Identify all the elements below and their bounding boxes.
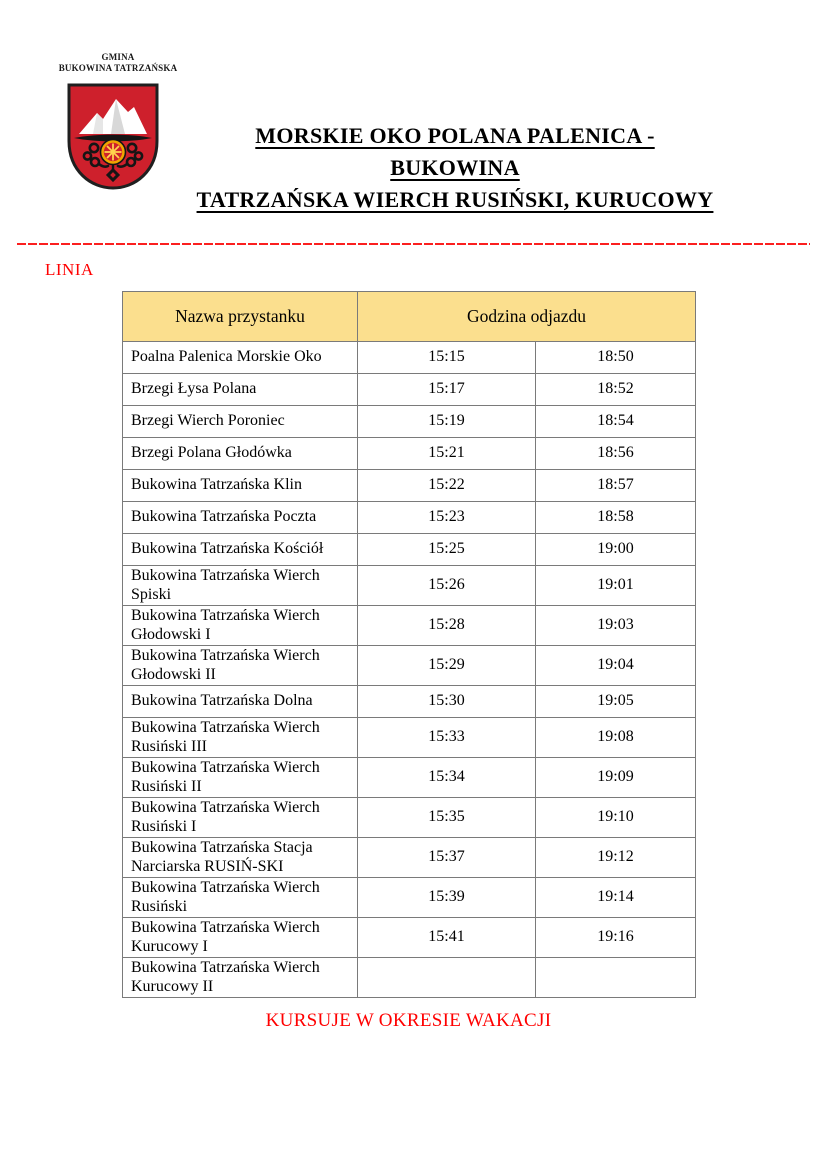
table-row	[123, 406, 696, 438]
departure-time-cell	[358, 958, 536, 998]
table-row	[123, 918, 696, 958]
departure-time-cell	[536, 958, 696, 998]
page-title-line2: TATRZAŃSKA WIERCH RUSIŃSKI, KURUCOWY	[196, 187, 714, 212]
departure-time-cell: 15:34	[358, 758, 536, 798]
stop-name-cell: Bukowina Tatrzańska Dolna	[123, 686, 358, 718]
stop-name-cell: Bukowina Tatrzańska Wierch Kurucowy II	[123, 958, 358, 998]
departure-time-cell: 15:26	[358, 566, 536, 606]
table-row	[123, 342, 696, 374]
departure-time-cell: 15:35	[358, 798, 536, 838]
departure-time-cell: 19:08	[536, 718, 696, 758]
table-row	[123, 470, 696, 502]
departure-time-cell: 18:58	[536, 502, 696, 534]
departure-time-cell: 19:05	[536, 686, 696, 718]
gmina-coat-of-arms-icon	[66, 82, 160, 192]
departure-time-cell: 15:29	[358, 646, 536, 686]
table-row	[123, 958, 696, 998]
stop-name-cell: Bukowina Tatrzańska Wierch Głodowski II	[123, 646, 358, 686]
stop-name-cell: Bukowina Tatrzańska Wierch Rusiński I	[123, 798, 358, 838]
table-row	[123, 798, 696, 838]
departure-time-cell: 15:25	[358, 534, 536, 566]
departure-time-cell: 19:09	[536, 758, 696, 798]
table-row	[123, 686, 696, 718]
table-row	[123, 838, 696, 878]
departure-time-cell: 15:15	[358, 342, 536, 374]
departure-time-cell: 19:01	[536, 566, 696, 606]
stop-name-cell: Brzegi Łysa Polana	[123, 374, 358, 406]
departure-time-cell: 15:17	[358, 374, 536, 406]
departure-time-cell: 15:22	[358, 470, 536, 502]
departure-time-cell: 18:54	[536, 406, 696, 438]
logo-caption-line1: GMINA	[101, 52, 135, 62]
departure-time-cell: 18:52	[536, 374, 696, 406]
stop-name-cell: Bukowina Tatrzańska Stacja Narciarska RUSIŃ-SKI	[123, 838, 358, 878]
table-row	[123, 502, 696, 534]
departure-time-cell: 15:23	[358, 502, 536, 534]
table-row	[123, 646, 696, 686]
stop-name-cell: Bukowina Tatrzańska Wierch Spiski	[123, 566, 358, 606]
header-departure-time: Godzina odjazdu	[358, 292, 696, 342]
departure-time-cell: 18:56	[536, 438, 696, 470]
departure-time-cell: 15:19	[358, 406, 536, 438]
departure-time-cell: 15:41	[358, 918, 536, 958]
table-header-row	[123, 292, 696, 342]
logo-caption	[33, 52, 203, 74]
departure-time-cell: 15:30	[358, 686, 536, 718]
departure-time-cell: 19:04	[536, 646, 696, 686]
stop-name-cell: Bukowina Tatrzańska Wierch Rusiński II	[123, 758, 358, 798]
table-row	[123, 606, 696, 646]
section-label-linia: LINIA	[45, 260, 94, 279]
table-row	[123, 758, 696, 798]
table-row	[123, 374, 696, 406]
departure-time-cell: 15:21	[358, 438, 536, 470]
table-row	[123, 718, 696, 758]
departure-time-cell: 19:10	[536, 798, 696, 838]
stop-name-cell: Bukowina Tatrzańska Wierch Głodowski I	[123, 606, 358, 646]
table-row	[123, 878, 696, 918]
stop-name-cell: Poalna Palenica Morskie Oko	[123, 342, 358, 374]
table-row	[123, 534, 696, 566]
departure-time-cell: 15:33	[358, 718, 536, 758]
stop-name-cell: Bukowina Tatrzańska Wierch Kurucowy I	[123, 918, 358, 958]
table-row	[123, 438, 696, 470]
departure-time-cell: 18:57	[536, 470, 696, 502]
departure-time-cell: 18:50	[536, 342, 696, 374]
departure-time-cell: 19:12	[536, 838, 696, 878]
red-dashed-divider	[17, 243, 810, 245]
stop-name-cell: Brzegi Polana Głodówka	[123, 438, 358, 470]
logo-caption-line2: BUKOWINA TATRZAŃSKA	[58, 63, 178, 73]
departure-time-cell: 15:39	[358, 878, 536, 918]
departure-time-cell: 19:16	[536, 918, 696, 958]
stop-name-cell: Brzegi Wierch Poroniec	[123, 406, 358, 438]
departure-time-cell: 19:14	[536, 878, 696, 918]
departure-time-cell: 15:28	[358, 606, 536, 646]
header-stop-name: Nazwa przystanku	[123, 292, 358, 342]
stop-name-cell: Bukowina Tatrzańska Wierch Rusiński III	[123, 718, 358, 758]
departure-time-cell: 19:03	[536, 606, 696, 646]
departure-timetable	[122, 291, 696, 998]
timetable-section	[122, 291, 697, 1032]
page-title	[192, 120, 718, 216]
stop-name-cell: Bukowina Tatrzańska Poczta	[123, 502, 358, 534]
table-row	[123, 566, 696, 606]
stop-name-cell: Bukowina Tatrzańska Kościół	[123, 534, 358, 566]
departure-time-cell: 15:37	[358, 838, 536, 878]
page-title-line1: MORSKIE OKO POLANA PALENICA - BUKOWINA	[255, 123, 655, 180]
departure-time-cell: 19:00	[536, 534, 696, 566]
stop-name-cell: Bukowina Tatrzańska Wierch Rusiński	[123, 878, 358, 918]
stop-name-cell: Bukowina Tatrzańska Klin	[123, 470, 358, 502]
footer-note: KURSUJE W OKRESIE WAKACJI	[265, 1010, 552, 1031]
